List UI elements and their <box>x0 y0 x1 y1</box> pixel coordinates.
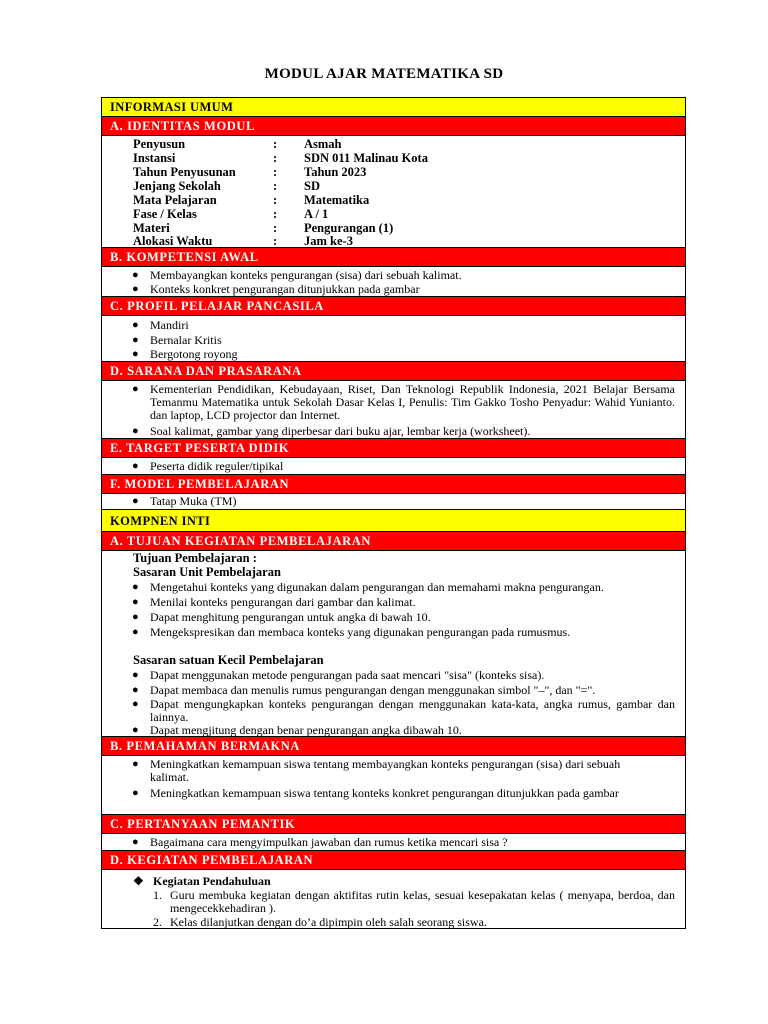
list-item: 2. Kelas dilanjutkan dengan do’a dipimpin oleh salah seorang siswa. <box>153 915 487 929</box>
bullet-icon: ● <box>132 758 139 770</box>
identitas-sep: : <box>273 193 278 207</box>
section-pertanyaan-pemantik: C. PERTANYAAN PEMANTIK <box>102 815 685 834</box>
bullet-icon: ● <box>132 626 139 638</box>
list-item: ● Bagaimana cara mengyimpulkan jawaban dan rumus ketika mencari sisa ? <box>132 835 508 849</box>
sasaran-kecil-label: Sasaran satuan Kecil Pembelajaran <box>133 653 324 667</box>
identitas-value: A / 1 <box>304 207 329 221</box>
bullet-icon: ● <box>132 596 139 608</box>
section-komponen-inti: KOMPNEN INTI <box>102 510 685 532</box>
list-item: ● Mandiri <box>132 318 189 332</box>
identitas-table <box>102 136 685 248</box>
identitas-sep: : <box>273 151 278 165</box>
bullet-icon: ● <box>132 836 139 848</box>
identitas-sep: : <box>273 165 278 179</box>
bullet-icon: ● <box>132 669 139 681</box>
tujuan-label: Tujuan Pembelajaran : <box>133 551 257 565</box>
identitas-key: Fase / Kelas <box>133 207 197 221</box>
bullet-icon: ● <box>132 319 139 331</box>
kegiatan-pendahuluan <box>133 874 271 888</box>
identitas-sep: : <box>273 234 278 248</box>
page-title: MODUL AJAR MATEMATIKA SD <box>264 66 504 82</box>
pertanyaan-list <box>102 834 685 851</box>
section-model-pembelajaran: F. MODEL PEMBELAJARAN <box>102 475 685 494</box>
profil-list <box>102 316 685 362</box>
list-item: ● Dapat menggunakan metode pengurangan pada saat mencari "sisa" (konteks sisa). <box>132 668 545 682</box>
bullet-icon: ● <box>132 425 139 437</box>
bullet-icon: ● <box>132 787 139 799</box>
bullet-icon: ● <box>132 698 139 710</box>
list-item: ● Bergotong royong <box>132 347 238 361</box>
identitas-key: Jenjang Sekolah <box>133 179 221 193</box>
list-item: ● Tatap Muka (TM) <box>132 494 237 508</box>
bullet-icon: ● <box>132 495 139 507</box>
bullet-icon: ● <box>132 348 139 360</box>
list-item: ● Bernalar Kritis <box>132 333 222 347</box>
identitas-value: Asmah <box>304 137 342 151</box>
identitas-value: SD <box>304 179 320 193</box>
sasaran-unit-label: Sasaran Unit Pembelajaran <box>133 565 281 579</box>
list-item: ● Membayangkan konteks pengurangan (sisa) dari sebuah kalimat. <box>132 268 462 282</box>
identitas-sep: : <box>273 179 278 193</box>
identitas-sep: : <box>273 137 278 151</box>
section-pemahaman-bermakna: B. PEMAHAMAN BERMAKNA <box>102 737 685 756</box>
identitas-sep: : <box>273 221 278 235</box>
identitas-value: Tahun 2023 <box>304 165 367 179</box>
pemahaman-list <box>102 756 685 815</box>
tujuan-content <box>102 551 685 737</box>
diamond-bullet-icon: ❖ <box>133 874 144 888</box>
section-identitas-modul: A. IDENTITAS MODUL <box>102 117 685 136</box>
kompetensi-list <box>102 267 685 297</box>
identitas-key: Mata Pelajaran <box>133 193 217 207</box>
identitas-key: Tahun Penyusunan <box>133 165 236 179</box>
list-item: ● Meningkatkan kemampuan siswa tentang konteks konkret pengurangan ditunjukkan pada gambar <box>132 786 619 800</box>
identitas-value: SDN 011 Malinau Kota <box>304 151 428 165</box>
list-item: ● Konteks konkret pengurangan ditunjukkan pada gambar <box>132 282 420 296</box>
identitas-key: Penyusun <box>133 137 186 151</box>
section-sarana-prasarana: D. SARANA DAN PRASARANA <box>102 362 685 381</box>
target-list <box>102 458 685 475</box>
bullet-icon: ● <box>132 684 139 696</box>
kegiatan-pendahuluan-label: Kegiatan Pendahuluan <box>153 874 271 888</box>
bullet-icon: ● <box>132 460 139 472</box>
identitas-key: Instansi <box>133 151 176 165</box>
list-item: ● Meningkatkan kemampuan siswa tentang membayangkan konteks pengurangan (sisa) dari sebuah kalimat. <box>132 757 621 784</box>
bullet-icon: ● <box>132 724 139 736</box>
module-table <box>101 97 686 929</box>
kegiatan-content <box>102 870 685 928</box>
bullet-icon: ● <box>132 283 139 295</box>
section-profil-pancasila: C. PROFIL PELAJAR PANCASILA <box>102 297 685 316</box>
bullet-icon: ● <box>132 334 139 346</box>
section-kegiatan-pembelajaran: D. KEGIATAN PEMBELAJARAN <box>102 851 685 870</box>
identitas-value: Jam ke-3 <box>304 234 353 248</box>
identitas-value: Pengurangan (1) <box>304 221 394 235</box>
bullet-icon: ● <box>132 383 139 395</box>
section-target-peserta: E. TARGET PESERTA DIDIK <box>102 439 685 458</box>
list-item: ● Dapat mengungkapkan konteks pengurangan dengan menggunakan kata-kata, angka rumus, gambar dan lainnya. <box>132 697 675 724</box>
list-item: ● Kementerian Pendidikan, Kebudayaan, Riset, Dan Teknologi Republik Indonesia, 2021 Belajar Bersama Temanmu Matematika untuk Sekolah Dasar Kelas I, Penulis: Tim Gakko Tosho Penyadur: Wahid Yunianto. dan laptop, LCD projector dan Internet. <box>132 382 675 422</box>
section-informasi-umum: INFORMASI UMUM <box>102 98 685 117</box>
identitas-key: Alokasi Waktu <box>133 234 213 248</box>
list-item: ● Dapat membaca dan menulis rumus pengurangan dengan menggunakan simbol "–", dan "=". <box>132 683 596 697</box>
list-item: ● Mengekspresikan dan membaca konteks yang digunakan pengurangan pada rumusmus. <box>132 625 571 639</box>
list-item: 1. Guru membuka kegiatan dengan aktifitas rutin kelas, sesuai kesepakatan kelas ( menyapa, berdoa, dan mengecekkehadiran ). <box>153 888 675 915</box>
identitas-sep: : <box>273 207 278 221</box>
list-item: ● Menilai konteks pengurangan dari gambar dan kalimat. <box>132 595 416 609</box>
list-item: ● Dapat menghitung pengurangan untuk angka di bawah 10. <box>132 610 431 624</box>
identitas-key: Materi <box>133 221 170 235</box>
list-item: ● Soal kalimat, gambar yang diperbesar dari buku ajar, lembar kerja (worksheet). <box>132 424 531 438</box>
bullet-icon: ● <box>132 581 139 593</box>
sarana-list <box>102 381 685 439</box>
section-tujuan-kegiatan: A. TUJUAN KEGIATAN PEMBELAJARAN <box>102 532 685 551</box>
bullet-icon: ● <box>132 611 139 623</box>
list-item: ● Dapat mengjitung dengan benar pengurangan angka dibawah 10. <box>132 723 462 737</box>
model-list <box>102 494 685 510</box>
section-kompetensi-awal: B. KOMPETENSI AWAL <box>102 248 685 267</box>
list-item: ● Mengetahui konteks yang digunakan dalam pengurangan dan memahami makna pengurangan. <box>132 580 604 594</box>
bullet-icon: ● <box>132 269 139 281</box>
identitas-value: Matematika <box>304 193 370 207</box>
list-item: ● Peserta didik reguler/tipikal <box>132 459 284 473</box>
